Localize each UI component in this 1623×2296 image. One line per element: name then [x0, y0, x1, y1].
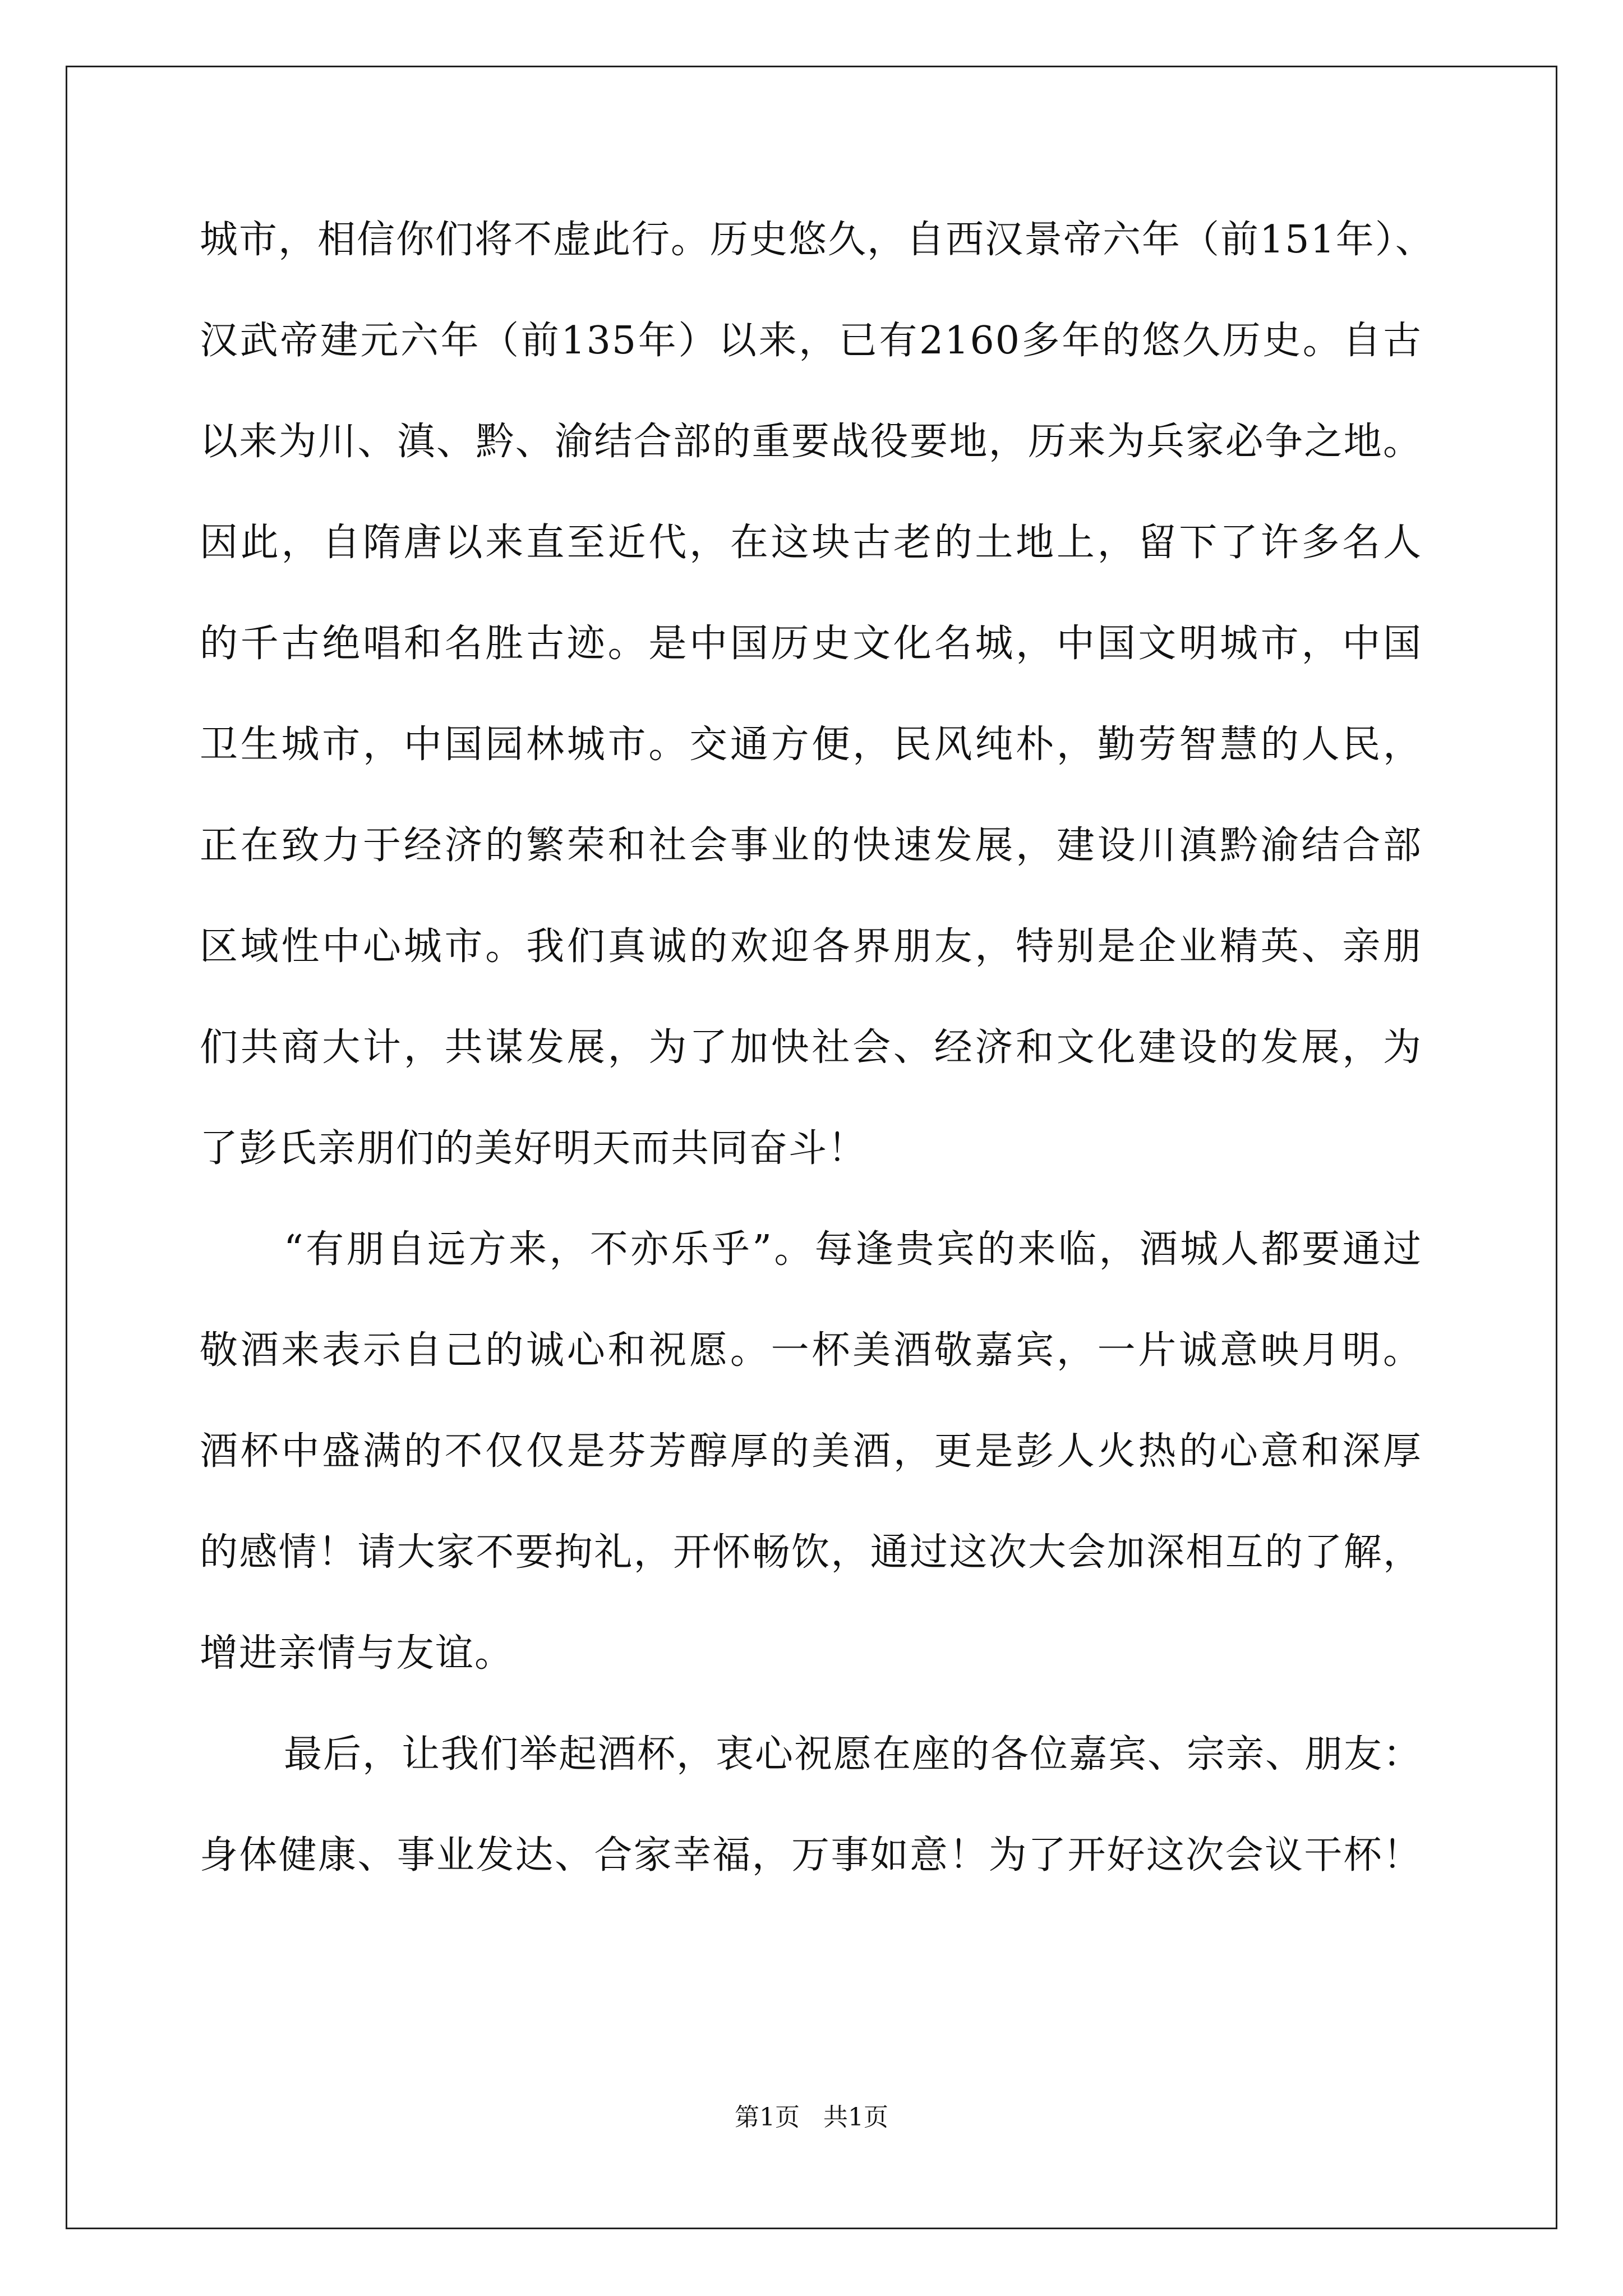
text-line: 以来为川、滇、黔、渝结合部的重要战役要地，历来为兵家必争之地。 — [200, 420, 1422, 464]
page-number-footer: 第1页 共1页 — [735, 2103, 888, 2132]
text-line: 因此，自隋唐以来直至近代，在这块古老的土地上，留下了许多名人 — [200, 521, 1422, 565]
text-line: 正在致力于经济的繁荣和社会事业的快速发展，建设川滇黔渝结合部 — [200, 823, 1422, 868]
text-line: 区域性中心城市。我们真诚的欢迎各界朋友，特别是企业精英、亲朋 — [200, 924, 1422, 969]
paragraph-first-line: “有朋自远方来，不亦乐乎”。每逢贵宾的来临，酒城人都要通过 — [284, 1227, 1422, 1272]
text-line: 卫生城市，中国园林城市。交通方便，民风纯朴，勤劳智慧的人民， — [200, 723, 1422, 767]
text-line: 的千古绝唱和名胜古迹。是中国历史文化名城，中国文明城市，中国 — [200, 622, 1422, 666]
text-line: 增进亲情与友谊。 — [200, 1631, 514, 1676]
text-line: 城市，相信你们将不虚此行。历史悠久，自西汉景帝六年（前151年）、 — [200, 218, 1435, 262]
text-line: 的感情！请大家不要拘礼，开怀畅饮，通过这次大会加深相互的了解， — [200, 1530, 1422, 1575]
text-line: 身体健康、事业发达、合家幸福，万事如意！为了开好这次会议干杯！ — [200, 1833, 1422, 1878]
text-line: 们共商大计，共谋发展，为了加快社会、经济和文化建设的发展，为 — [200, 1025, 1422, 1070]
text-line: 汉武帝建元六年（前135年）以来，已有2160多年的悠久历史。自古 — [200, 319, 1422, 363]
paragraph-first-line: 最后，让我们举起酒杯，衷心祝愿在座的各位嘉宾、宗亲、朋友： — [284, 1732, 1423, 1777]
text-line: 酒杯中盛满的不仅仅是芬芳醇厚的美酒，更是彭人火热的心意和深厚 — [200, 1429, 1422, 1474]
text-line: 敬酒来表示自己的诚心和祝愿。一杯美酒敬嘉宾，一片诚意映月明。 — [200, 1328, 1422, 1373]
text-line: 了彭氏亲朋们的美好明天而共同奋斗！ — [200, 1126, 868, 1171]
